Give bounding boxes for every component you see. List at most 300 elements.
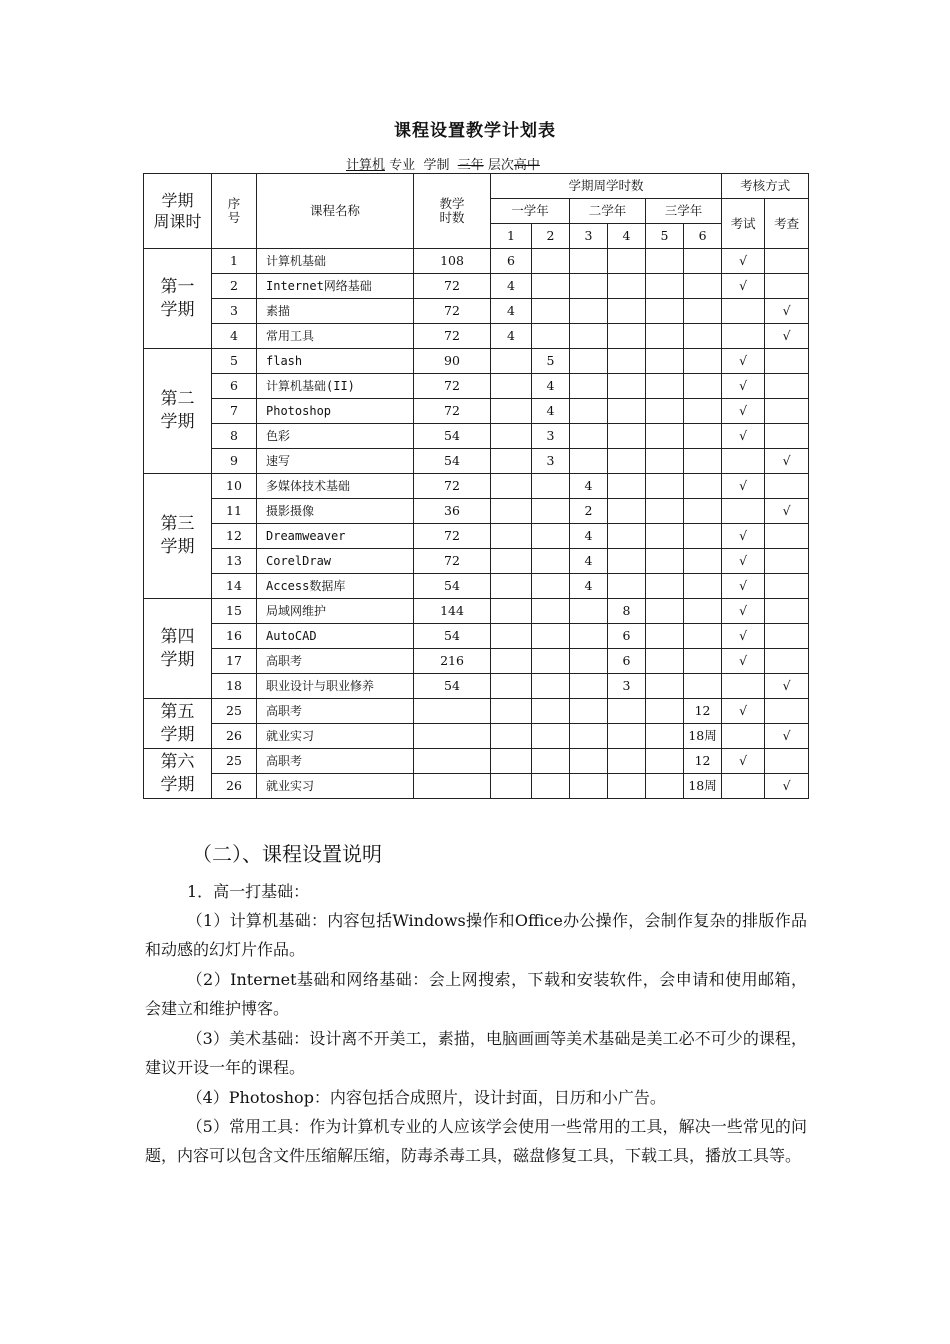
seq-cell: 7 [212, 399, 257, 424]
weekly-hours-cell-term-1: 4 [491, 299, 532, 324]
weekly-hours-cell-term-3 [570, 324, 608, 349]
check-mark-cell [765, 374, 809, 399]
weekly-hours-cell-term-6 [684, 549, 722, 574]
weekly-hours-cell-term-5 [646, 274, 684, 299]
weekly-hours-cell-term-3 [570, 249, 608, 274]
weekly-hours-cell-term-3: 4 [570, 474, 608, 499]
weekly-hours-cell-term-1: 4 [491, 324, 532, 349]
weekly-hours-cell-term-6: 12 [684, 699, 722, 724]
weekly-hours-cell-term-3 [570, 274, 608, 299]
table-row [144, 299, 809, 324]
exam-mark-cell: √ [722, 599, 765, 624]
weekly-hours-cell-term-4 [608, 424, 646, 449]
course-name-cell: 就业实习 [257, 724, 414, 749]
seq-cell: 10 [212, 474, 257, 499]
seq-cell: 16 [212, 624, 257, 649]
weekly-hours-cell-term-4: 8 [608, 599, 646, 624]
check-mark-cell [765, 474, 809, 499]
weekly-hours-cell-term-4 [608, 774, 646, 799]
weekly-hours-cell-term-3 [570, 599, 608, 624]
check-mark-cell [765, 399, 809, 424]
table-row [144, 524, 809, 549]
course-plan-table [143, 173, 809, 799]
weekly-hours-cell-term-5 [646, 499, 684, 524]
course-name-cell: 摄影摄像 [257, 499, 414, 524]
table-row [144, 474, 809, 499]
hours-cell: 54 [414, 574, 491, 599]
weekly-hours-cell-term-1 [491, 774, 532, 799]
seq-cell: 6 [212, 374, 257, 399]
hours-cell: 54 [414, 449, 491, 474]
weekly-hours-cell-term-1 [491, 424, 532, 449]
header-seq: 序 号 [212, 174, 257, 249]
seq-cell: 12 [212, 524, 257, 549]
course-name-cell: 计算机基础 [257, 249, 414, 274]
hours-cell: 216 [414, 649, 491, 674]
weekly-hours-cell-term-2 [532, 574, 570, 599]
weekly-hours-cell-term-6 [684, 524, 722, 549]
course-name-cell: Photoshop [257, 399, 414, 424]
weekly-hours-cell-term-4 [608, 399, 646, 424]
exam-mark-cell [722, 674, 765, 699]
weekly-hours-cell-term-2 [532, 299, 570, 324]
weekly-hours-cell-term-1 [491, 399, 532, 424]
semester-label: 第二 学期 [144, 349, 212, 474]
check-mark-cell [765, 549, 809, 574]
seq-cell: 15 [212, 599, 257, 624]
seq-cell: 5 [212, 349, 257, 374]
weekly-hours-cell-term-6: 18周 [684, 774, 722, 799]
course-name-cell: 职业设计与职业修养 [257, 674, 414, 699]
seq-cell: 9 [212, 449, 257, 474]
weekly-hours-cell-term-2: 5 [532, 349, 570, 374]
seq-cell: 18 [212, 674, 257, 699]
weekly-hours-cell-term-6 [684, 299, 722, 324]
table-row [144, 499, 809, 524]
weekly-hours-cell-term-5 [646, 424, 684, 449]
weekly-hours-cell-term-2 [532, 249, 570, 274]
table-row [144, 599, 809, 624]
check-mark-cell [765, 599, 809, 624]
weekly-hours-cell-term-5 [646, 324, 684, 349]
seq-cell: 26 [212, 774, 257, 799]
weekly-hours-cell-term-3 [570, 624, 608, 649]
exam-mark-cell [722, 774, 765, 799]
seq-cell: 14 [212, 574, 257, 599]
hours-cell [414, 724, 491, 749]
level-label: 层次 [487, 158, 514, 173]
weekly-hours-cell-term-4 [608, 549, 646, 574]
header-term-2: 2 [532, 224, 570, 249]
hours-cell: 72 [414, 524, 491, 549]
hours-cell: 72 [414, 474, 491, 499]
table-subtitle [346, 154, 540, 173]
weekly-hours-cell-term-5 [646, 699, 684, 724]
weekly-hours-cell-term-2 [532, 749, 570, 774]
seq-cell: 17 [212, 649, 257, 674]
weekly-hours-cell-term-5 [646, 674, 684, 699]
section-title: （二）、课程设置说明 [192, 842, 382, 866]
weekly-hours-cell-term-1 [491, 374, 532, 399]
table-row [144, 774, 809, 799]
header-course: 课程名称 [257, 174, 414, 249]
table-row [144, 374, 809, 399]
hours-cell: 90 [414, 349, 491, 374]
weekly-hours-cell-term-5 [646, 299, 684, 324]
weekly-hours-cell-term-3 [570, 774, 608, 799]
hours-cell: 54 [414, 424, 491, 449]
exam-mark-cell: √ [722, 749, 765, 774]
weekly-hours-cell-term-4 [608, 699, 646, 724]
weekly-hours-cell-term-4: 3 [608, 674, 646, 699]
weekly-hours-cell-term-3 [570, 449, 608, 474]
course-name-cell: CorelDraw [257, 549, 414, 574]
header-year-3: 三学年 [646, 199, 722, 224]
weekly-hours-cell-term-1 [491, 449, 532, 474]
exam-mark-cell: √ [722, 274, 765, 299]
hours-cell [414, 749, 491, 774]
semester-label: 第三 学期 [144, 474, 212, 599]
weekly-hours-cell-term-1 [491, 749, 532, 774]
weekly-hours-cell-term-3 [570, 349, 608, 374]
exam-mark-cell: √ [722, 474, 765, 499]
exam-mark-cell [722, 449, 765, 474]
exam-mark-cell [722, 299, 765, 324]
weekly-hours-cell-term-3 [570, 749, 608, 774]
weekly-hours-cell-term-4 [608, 574, 646, 599]
weekly-hours-cell-term-6: 18周 [684, 724, 722, 749]
weekly-hours-cell-term-1 [491, 649, 532, 674]
hours-cell: 36 [414, 499, 491, 524]
header-year-1: 一学年 [491, 199, 570, 224]
check-mark-cell: √ [765, 449, 809, 474]
table-row [144, 699, 809, 724]
semester-label: 第六 学期 [144, 749, 212, 799]
course-name-cell: AutoCAD [257, 624, 414, 649]
weekly-hours-cell-term-2 [532, 624, 570, 649]
paragraph-5: （5）常用工具：作为计算机专业的人应该学会使用一些常用的工具，解决一些常见的问题，内容可以包含文件压缩解压缩，防毒杀毒工具，磁盘修复工具，下载工具，播放工具等。 [145, 1117, 807, 1165]
weekly-hours-cell-term-2: 3 [532, 449, 570, 474]
weekly-hours-cell-term-3 [570, 724, 608, 749]
weekly-hours-cell-term-1 [491, 699, 532, 724]
weekly-hours-cell-term-6 [684, 249, 722, 274]
weekly-hours-cell-term-1 [491, 499, 532, 524]
weekly-hours-cell-term-3: 4 [570, 574, 608, 599]
paragraph-heading: 1．高一打基础： [187, 882, 310, 901]
seq-cell: 26 [212, 724, 257, 749]
exam-mark-cell: √ [722, 699, 765, 724]
table-row [144, 249, 809, 274]
weekly-hours-cell-term-4 [608, 274, 646, 299]
semester-label: 第四 学期 [144, 599, 212, 699]
weekly-hours-cell-term-1 [491, 574, 532, 599]
seq-cell: 3 [212, 299, 257, 324]
weekly-hours-cell-term-3 [570, 374, 608, 399]
header-hours: 教学 时数 [414, 174, 491, 249]
exam-mark-cell: √ [722, 649, 765, 674]
weekly-hours-cell-term-6 [684, 624, 722, 649]
paragraph-3: （3）美术基础：设计离不开美工，素描，电脑画画等美术基础是美工必不可少的课程，建议开设一年的课程。 [145, 1029, 807, 1077]
weekly-hours-cell-term-4 [608, 349, 646, 374]
weekly-hours-cell-term-6 [684, 424, 722, 449]
weekly-hours-cell-term-3 [570, 649, 608, 674]
check-mark-cell [765, 699, 809, 724]
course-name-cell: 高职考 [257, 749, 414, 774]
weekly-hours-cell-term-6 [684, 324, 722, 349]
weekly-hours-cell-term-1 [491, 624, 532, 649]
weekly-hours-cell-term-6 [684, 274, 722, 299]
table-row [144, 649, 809, 674]
semester-label: 第五 学期 [144, 699, 212, 749]
exam-mark-cell [722, 499, 765, 524]
table-row [144, 399, 809, 424]
course-name-cell: 计算机基础(II) [257, 374, 414, 399]
seq-cell: 25 [212, 699, 257, 724]
weekly-hours-cell-term-6 [684, 349, 722, 374]
hours-cell: 72 [414, 374, 491, 399]
weekly-hours-cell-term-6 [684, 649, 722, 674]
weekly-hours-cell-term-3 [570, 399, 608, 424]
weekly-hours-cell-term-5 [646, 249, 684, 274]
hours-cell: 54 [414, 674, 491, 699]
course-name-cell: Dreamweaver [257, 524, 414, 549]
course-plan-body [144, 249, 809, 799]
course-name-cell: 速写 [257, 449, 414, 474]
table-row [144, 549, 809, 574]
semester-label: 第一 学期 [144, 249, 212, 349]
weekly-hours-cell-term-2 [532, 324, 570, 349]
seq-cell: 13 [212, 549, 257, 574]
weekly-hours-cell-term-6 [684, 574, 722, 599]
weekly-hours-cell-term-5 [646, 474, 684, 499]
weekly-hours-cell-term-5 [646, 574, 684, 599]
hours-cell: 108 [414, 249, 491, 274]
weekly-hours-cell-term-2 [532, 474, 570, 499]
weekly-hours-cell-term-2 [532, 499, 570, 524]
weekly-hours-cell-term-2 [532, 649, 570, 674]
weekly-hours-cell-term-6 [684, 399, 722, 424]
weekly-hours-cell-term-6 [684, 374, 722, 399]
weekly-hours-cell-term-2 [532, 599, 570, 624]
check-mark-cell [765, 424, 809, 449]
weekly-hours-cell-term-5 [646, 524, 684, 549]
weekly-hours-cell-term-5 [646, 399, 684, 424]
course-name-cell: flash [257, 349, 414, 374]
weekly-hours-cell-term-3: 4 [570, 524, 608, 549]
exam-mark-cell: √ [722, 374, 765, 399]
check-mark-cell: √ [765, 299, 809, 324]
weekly-hours-cell-term-4 [608, 749, 646, 774]
weekly-hours-cell-term-1 [491, 674, 532, 699]
weekly-hours-cell-term-1 [491, 724, 532, 749]
check-mark-cell: √ [765, 724, 809, 749]
weekly-hours-cell-term-2: 3 [532, 424, 570, 449]
weekly-hours-cell-term-4 [608, 449, 646, 474]
weekly-hours-cell-term-1 [491, 474, 532, 499]
weekly-hours-cell-term-3: 4 [570, 549, 608, 574]
check-mark-cell [765, 624, 809, 649]
check-mark-cell: √ [765, 324, 809, 349]
course-name-cell: 多媒体技术基础 [257, 474, 414, 499]
seq-cell: 1 [212, 249, 257, 274]
major-value: 计算机 [346, 158, 386, 173]
paragraph-2: （2）Internet基础和网络基础：会上网搜索，下载和安装软件，会申请和使用邮箱，会建立和维护博客。 [145, 970, 807, 1018]
seq-cell: 2 [212, 274, 257, 299]
weekly-hours-cell-term-5 [646, 349, 684, 374]
seq-cell: 8 [212, 424, 257, 449]
table-row [144, 274, 809, 299]
table-row [144, 674, 809, 699]
weekly-hours-cell-term-3 [570, 424, 608, 449]
seq-cell: 25 [212, 749, 257, 774]
weekly-hours-cell-term-4 [608, 474, 646, 499]
course-name-cell: 常用工具 [257, 324, 414, 349]
weekly-hours-cell-term-6 [684, 449, 722, 474]
weekly-hours-cell-term-2 [532, 674, 570, 699]
header-term-1: 1 [491, 224, 532, 249]
check-mark-cell: √ [765, 499, 809, 524]
weekly-hours-cell-term-5 [646, 549, 684, 574]
header-term-3: 3 [570, 224, 608, 249]
weekly-hours-cell-term-6 [684, 499, 722, 524]
weekly-hours-cell-term-4 [608, 499, 646, 524]
weekly-hours-cell-term-4 [608, 324, 646, 349]
weekly-hours-cell-term-4 [608, 299, 646, 324]
hours-cell: 54 [414, 624, 491, 649]
course-name-cell: 色彩 [257, 424, 414, 449]
level-value: 高中 [513, 158, 540, 173]
exam-mark-cell: √ [722, 624, 765, 649]
major-label: 专业 [389, 158, 416, 173]
weekly-hours-cell-term-6: 12 [684, 749, 722, 774]
course-name-cell: Access数据库 [257, 574, 414, 599]
paragraph-1: （1）计算机基础：内容包括Windows操作和Office办公操作，会制作复杂的排版作品和动感的幻灯片作品。 [145, 911, 807, 959]
table-row [144, 624, 809, 649]
weekly-hours-cell-term-5 [646, 724, 684, 749]
hours-cell: 72 [414, 299, 491, 324]
weekly-hours-cell-term-4 [608, 374, 646, 399]
weekly-hours-cell-term-3 [570, 674, 608, 699]
exam-mark-cell: √ [722, 549, 765, 574]
weekly-hours-cell-term-4: 6 [608, 649, 646, 674]
header-weekly-hours: 学期周学时数 [491, 174, 722, 199]
hours-cell: 72 [414, 274, 491, 299]
weekly-hours-cell-term-2 [532, 524, 570, 549]
weekly-hours-cell-term-1: 6 [491, 249, 532, 274]
weekly-hours-cell-term-2 [532, 774, 570, 799]
weekly-hours-cell-term-2 [532, 274, 570, 299]
header-exam: 考试 [722, 199, 765, 249]
weekly-hours-cell-term-5 [646, 649, 684, 674]
weekly-hours-cell-term-6 [684, 674, 722, 699]
course-name-cell: 高职考 [257, 699, 414, 724]
course-name-cell: 高职考 [257, 649, 414, 674]
check-mark-cell: √ [765, 774, 809, 799]
weekly-hours-cell-term-3: 2 [570, 499, 608, 524]
header-term-6: 6 [684, 224, 722, 249]
weekly-hours-cell-term-4: 6 [608, 624, 646, 649]
check-mark-cell [765, 524, 809, 549]
seq-cell: 11 [212, 499, 257, 524]
table-row [144, 424, 809, 449]
exam-mark-cell: √ [722, 574, 765, 599]
hours-cell: 72 [414, 324, 491, 349]
hours-cell: 72 [414, 399, 491, 424]
weekly-hours-cell-term-5 [646, 599, 684, 624]
exam-mark-cell: √ [722, 399, 765, 424]
weekly-hours-cell-term-1 [491, 349, 532, 374]
header-semester: 学期 周课时 [144, 174, 212, 249]
course-name-cell: 就业实习 [257, 774, 414, 799]
weekly-hours-cell-term-6 [684, 474, 722, 499]
hours-cell: 144 [414, 599, 491, 624]
check-mark-cell [765, 349, 809, 374]
exam-mark-cell: √ [722, 349, 765, 374]
weekly-hours-cell-term-4 [608, 724, 646, 749]
header-assessment: 考核方式 [722, 174, 809, 199]
table-row [144, 324, 809, 349]
weekly-hours-cell-term-2 [532, 699, 570, 724]
page-title: 课程设置教学计划表 [394, 121, 556, 141]
course-name-cell: 素描 [257, 299, 414, 324]
hours-cell [414, 774, 491, 799]
check-mark-cell [765, 249, 809, 274]
course-name-cell: 局域网维护 [257, 599, 414, 624]
weekly-hours-cell-term-1 [491, 549, 532, 574]
weekly-hours-cell-term-4 [608, 524, 646, 549]
weekly-hours-cell-term-2: 4 [532, 374, 570, 399]
check-mark-cell [765, 749, 809, 774]
weekly-hours-cell-term-3 [570, 299, 608, 324]
header-check: 考查 [765, 199, 809, 249]
weekly-hours-cell-term-5 [646, 749, 684, 774]
weekly-hours-cell-term-1: 4 [491, 274, 532, 299]
weekly-hours-cell-term-3 [570, 699, 608, 724]
header-term-5: 5 [646, 224, 684, 249]
table-row [144, 449, 809, 474]
table-row [144, 349, 809, 374]
header-year-2: 二学年 [570, 199, 646, 224]
table-row [144, 574, 809, 599]
weekly-hours-cell-term-5 [646, 774, 684, 799]
weekly-hours-cell-term-4 [608, 249, 646, 274]
weekly-hours-cell-term-2: 4 [532, 399, 570, 424]
exam-mark-cell [722, 324, 765, 349]
weekly-hours-cell-term-5 [646, 449, 684, 474]
hours-cell: 72 [414, 549, 491, 574]
weekly-hours-cell-term-2 [532, 724, 570, 749]
weekly-hours-cell-term-1 [491, 599, 532, 624]
seq-cell: 4 [212, 324, 257, 349]
weekly-hours-cell-term-6 [684, 599, 722, 624]
paragraph-4: （4）Photoshop：内容包括合成照片，设计封面，日历和小广告。 [186, 1088, 666, 1107]
hours-cell [414, 699, 491, 724]
exam-mark-cell [722, 724, 765, 749]
check-mark-cell [765, 574, 809, 599]
exam-mark-cell: √ [722, 424, 765, 449]
weekly-hours-cell-term-5 [646, 374, 684, 399]
system-label: 学制 [423, 158, 450, 173]
weekly-hours-cell-term-2 [532, 549, 570, 574]
header-term-4: 4 [608, 224, 646, 249]
weekly-hours-cell-term-5 [646, 624, 684, 649]
check-mark-cell [765, 649, 809, 674]
check-mark-cell: √ [765, 674, 809, 699]
exam-mark-cell: √ [722, 524, 765, 549]
weekly-hours-cell-term-1 [491, 524, 532, 549]
exam-mark-cell: √ [722, 249, 765, 274]
table-row [144, 749, 809, 774]
